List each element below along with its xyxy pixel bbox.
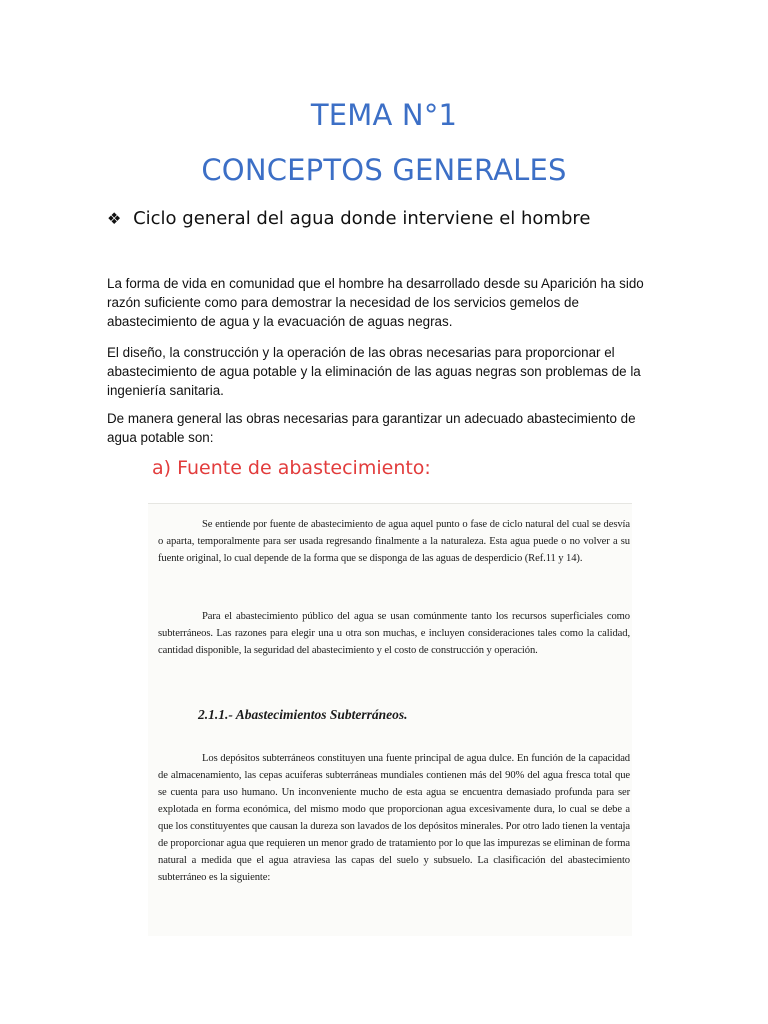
scanned-page-image bbox=[148, 503, 632, 936]
bullet-text: Ciclo general del agua donde interviene el hombre bbox=[133, 208, 591, 229]
diamond-bullet-icon: ❖ bbox=[107, 209, 122, 228]
page-title: TEMA N°1 bbox=[310, 98, 458, 132]
scanned-paragraph-1: Se entiende por fuente de abastecimiento de agua aquel punto o fase de ciclo natural del cual se desvía o aparta, temporalmente para ser usada regresando finalmente a la naturaleza. Esta agua puede o no volver a su fuente original, lo cual depende de la forma que se disponga de las aguas de desperdicio (Ref.11 y 14). bbox=[158, 519, 630, 564]
paragraph-1: La forma de vida en comunidad que el hombre ha desarrollado desde su Aparición ha sido razón suficiente como para demostrar la necesidad de los servicios gemelos de abastecimiento de agua y la evacuación de aguas negras. bbox=[107, 276, 644, 329]
page-subtitle: CONCEPTOS GENERALES bbox=[201, 153, 567, 187]
scanned-paragraph-3: Los depósitos subterráneos constituyen una fuente principal de agua dulce. En función de la capacidad de almacenamiento, las cepas acuíferas subterráneas mundiales contienen más del 90% del agua fresca total que se cuenta para uso humano. Un inconveniente mucho de esta agua se encuentra demasiado profunda para ser explotada en forma económica, del mismo modo que proporcionan agua excesivamente dura, lo cual se debe a que los constituyentes que causan la dureza son lavados de los depósitos minerales. Por otro lado tienen la ventaja de proporcionar agua que requieren un menor grado de tratamiento por lo que las impurezas se eliminan de forma natural a medida que el agua atraviesa las capas del suelo y subsuelo. La clasificación del abastecimiento subterráneo es la siguiente: bbox=[158, 753, 630, 883]
scanned-section-heading: 2.1.1.- Abastecimientos Subterráneos. bbox=[198, 707, 408, 722]
paragraph-3: De manera general las obras necesarias para garantizar un adecuado abastecimiento de agua potable son: bbox=[107, 411, 636, 445]
bullet-item bbox=[107, 208, 590, 229]
section-heading: a) Fuente de abastecimiento: bbox=[152, 457, 431, 479]
scanned-paragraph-2: Para el abastecimiento público del agua se usan comúnmente tanto los recursos superficiales como subterráneos. Las razones para elegir una u otra son muchas, e incluyen consideraciones tales como la calidad, cantidad disponible, la seguridad del abastecimiento y el costo de construcción y operación. bbox=[158, 611, 630, 656]
paragraph-2: El diseño, la construcción y la operación de las obras necesarias para proporcionar el abastecimiento de agua potable y la eliminación de las aguas negras son problemas de la ingeniería sanitaria. bbox=[107, 345, 641, 398]
